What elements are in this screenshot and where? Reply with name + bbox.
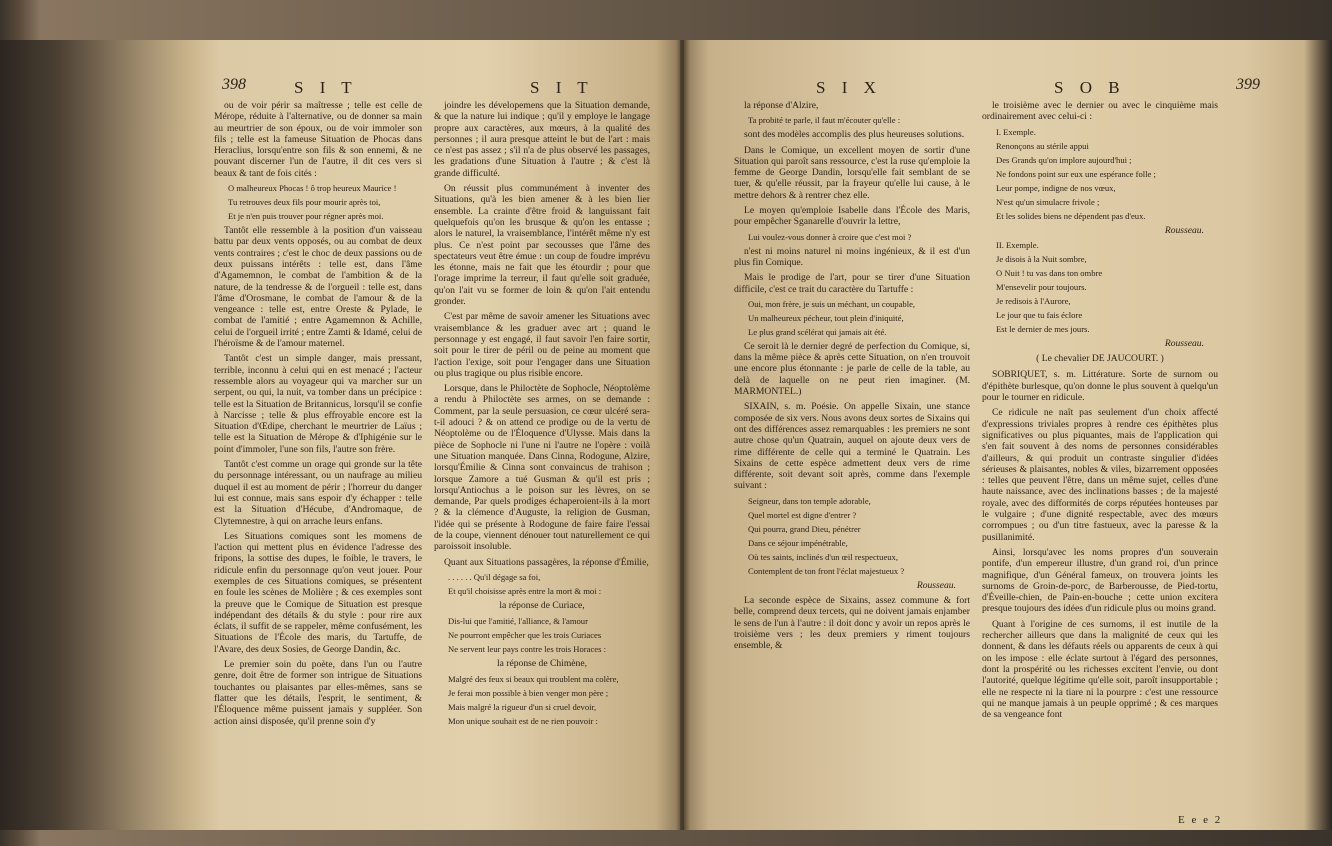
verse-line: Dans ce séjour impénétrable, [748, 537, 848, 548]
verse-line: Je redisois à l'Aurore, [996, 295, 1071, 306]
right-column-1 [734, 100, 970, 656]
verse-line: Leur pompe, indigne de nos vœux, [996, 182, 1116, 193]
verse-line: Est le dernier de mes jours. [996, 323, 1090, 334]
verse-line: Oui, mon frère, je suis un méchant, un coupable, [748, 298, 916, 309]
verse-line: Je disois à la Nuit sombre, [996, 253, 1087, 264]
right-page [684, 40, 1304, 830]
left-running-head-b: S I T [530, 78, 594, 97]
verse-line: Le plus grand scélérat qui jamais ait été. [748, 326, 887, 337]
verse-line: O Nuit ! tu vas dans ton ombre [996, 267, 1103, 278]
verse-line: Le jour que tu fais éclore [996, 309, 1083, 320]
left-page-number: 398 [222, 76, 246, 93]
section-heading: I. Exemple. [996, 126, 1036, 137]
left-column-1 [214, 100, 422, 731]
verse-line: Un malheureux pécheur, tout plein d'iniquité, [748, 312, 904, 323]
author-credit: ( Le chevalier DE JAUCOURT. ) [1036, 353, 1164, 365]
paragraph: Lorsque, dans le Philoctète de Sophocle, Néoptolème a rendu à Philoctète ses armes, on se demande : Comment, par la seule persuasion, ce cœur ulcéré sera-t-il adouci ? & on attend ce prodige ou de la vertu de Néoptolème ou de l'Éloquence d'Ulysse. Mais dans la pièce de Sophocle ni l'une ni l'autre ne l'opère : voilà une Situation manquée. Dans Cinna, Rodogune, Alzire, lorsqu'Émilie & Cinna sont convaincus de trahison ; lorsque Zamore a tué Gusman & qu'il est pris ; lorsqu'Antiochus a le poison sur les lèvres, on se demande, Par quels prodiges échaperoient-ils à la mort ? & la clémence d'Auguste, la religion de Gusman, l'idée qui se présente à Rodogune de faire faire l'essai de la coupe, viennent dénouer tout naturellement ce qui paroissoit insoluble. [434, 383, 650, 553]
verse-line: Des Grands qu'on implore aujourd'hui ; [996, 154, 1132, 165]
verse-line: Seigneur, dans ton temple adorable, [748, 495, 871, 506]
verse-line: Mon unique souhait est de ne rien pouvoir : [448, 716, 598, 727]
verse-line: Qui pourra, grand Dieu, pénétrer [748, 523, 861, 534]
paragraph: Tantôt elle ressemble à la position d'un vaisseau battu par deux vents opposés, ou au combat de deux vents contraires ; c'est le choc de deux passions ou de deux puissans intérêts : telle est, dans l'âme d'Agamemnon, le combat de l'ambition & de la nature, de la tendresse & de l'orgueil : telle est, dans l'âme d'Orosmane, le combat de l'amour & de la vengeance : telle est, entre Oreste & Pylade, le combat de l'amitié ; entre Agamemnon & Achille, celui de l'orgueil irrité ; entre Zamti & Idamé, celui de l'héroïsme & de l'amour maternel. [214, 225, 423, 350]
paragraph: la réponse d'Alzire, [744, 100, 819, 111]
paragraph: On réussit plus communément à inventer des Situations, qu'à les bien amener & à les bien lier ensemble. La crainte d'être froid & languissant fait quelquefois qu'on les brusque & qu'on les entasse ; alors le naturel, la vraisemblance, l'intérêt même n'y est plus. Ce n'est point par secousses que l'âme des spectateurs veut être émue : un coup de foudre imprévu les étonne, mais ne fait que les étourdir ; pour que l'orage imprime la terreur, il faut qu'elle soit graduée, qu'on l'ait vu se former de loin & qu'on l'ait entendu gronder. [434, 183, 650, 308]
paragraph: le troisième avec le dernier ou avec le cinquième mais ordinairement avec celui-ci : [982, 100, 1218, 123]
verse-line: Contemplent de ton front l'éclat majestueux ? [748, 565, 905, 576]
book-gutter [676, 40, 690, 830]
verse-line: Et je n'en puis trouver pour régner après moi. [228, 211, 384, 222]
paragraph: C'est par même de savoir amener les Situations avec vraisemblance & les graduer avec art ; quand le personnage y est engagé, il faut savoir l'en faire sortir, soit pour le tirer de péril ou de peine au moment que l'action l'exige, soit pour l'engager dans une Situation ou plus tragique ou plus risible encore. [434, 311, 650, 379]
verse-line: Où tes saints, inclinés d'un œil respectueux, [748, 551, 899, 562]
verse-line: Lui voulez-vous donner à croire que c'est moi ? [748, 231, 912, 242]
following-pages-edge [1304, 40, 1332, 830]
section-heading: II. Exemple. [996, 239, 1039, 250]
verse-line: Dis-lui que l'amitié, l'alliance, & l'amour [448, 616, 588, 627]
verse-line: M'ensevelir pour toujours. [996, 281, 1087, 292]
right-column-2 [982, 100, 1218, 724]
verse-line: Ta probité te parle, il faut m'écouter qu'elle : [748, 115, 901, 126]
attribution: Rousseau. [1164, 337, 1204, 349]
paragraph: SOBRIQUET, s. m. Littérature. Sorte de surnom ou d'épithète burlesque, qu'on donne le plus souvent à quelqu'un pour le tourner en ridicule. [982, 369, 1218, 404]
right-running-head-b: S O B [1054, 78, 1126, 97]
verse-line: Et les solides biens ne dépendent pas d'eux. [996, 210, 1146, 221]
verse-line: Mais malgré la rigueur d'un si cruel devoir, [448, 702, 597, 713]
paragraph: Quant à l'origine de ces surnoms, il est inutile de la rechercher ailleurs que dans la malignité de ceux qui les donnent, & dans les défauts réels ou apparents de ceux à qui on les impose : elle éclate surtout à l'égard des personnes, dont la prospérité ou les richesses excitent l'envie, ou dont l'autorité, quelque légitime qu'elle soit, paroît insupportable ; elle ne respecte ni la tiare ni la pourpre : c'est une ressource qui ne manque jamais à un peuple opprimé ; & ces marques de sa vengeance font [982, 618, 1218, 721]
paragraph: Mais le prodige de l'art, pour se tirer d'une Situation difficile, c'est ce trait du caractère du Tartuffe : [734, 272, 970, 295]
paragraph: Ainsi, lorsqu'avec les noms propres d'un souverain pontife, d'un empereur illustre, d'un grand roi, d'un prince magnifique, d'un Général fameux, on trouvera joints les surnoms de Groin-de-porc, de Barberousse, de Pied-tortu, d'Éveille-chien, de Pain-en-bouche ; cette union excitera presque toujours des idées d'un ridicule plus ou moins grand. [982, 546, 1218, 615]
verse-line: N'est qu'un simulacre frivole ; [996, 196, 1100, 207]
verse-line: Et qu'il choisisse après entre la mort & moi : [448, 585, 602, 596]
verse-line: O malheureux Phocas ! ô trop heureux Maurice ! [228, 183, 397, 194]
paragraph: SIXAIN, s. m. Poésie. On appelle Sixain, une stance composée de six vers. Nous avons deux sortes de Sixains qui ont des différences assez remarquables : les premiers ne sont autre chose qu'un Quatrain, auquel on ajoute deux vers de rime différente de celle qui a terminé le Quatrain. Les Sixains de cette espèce admettent deux vers de rime différente, soit devant soit après, comme dans l'exemple suivant : [734, 401, 970, 492]
verse-line: Ne pourront empêcher que les trois Curiaces [448, 630, 602, 641]
attribution: Rousseau. [1164, 224, 1204, 236]
paragraph: Tantôt c'est un simple danger, mais pressant, terrible, inconnu à celui qui en est menacé ; l'acteur ressemble alors au voyageur qui va marcher sur un serpent, ou qui, la nuit, va tomber dans un précipice : telle est la Situation de Britannicus, lorsqu'il se confie à Narcisse ; telle & plus effroyable encore est la Situation d'Œdipe, cherchant le meurtrier de Laïus ; telle est la Situation de Mérope & d'Iphigénie sur le point d'immoler, l'une son fils, l'autre son frère. [214, 353, 422, 455]
verse-line: Malgré des feux si beaux qui troublent ma colère, [448, 674, 619, 685]
paragraph: Quant aux Situations passagères, la réponse d'Émilie, [444, 556, 649, 568]
right-page-number: 399 [1236, 76, 1260, 93]
paragraph: Ce seroit là le dernier degré de perfection du Comique, si, dans la même pièce & après cette Situation, on n'en trouvoit une encore plus étonnante : je parle de celle de la table, au delà de laquelle on ne peut rien imaginer. (M. MARMONTEL.) [734, 340, 970, 398]
paragraph: la réponse de Curiace, [499, 599, 585, 611]
paragraph: La seconde espèce de Sixains, assez commune & fort belle, comprend deux tercets, qui ne doivent jamais enjamber le sens de l'un à l'autre : il doit donc y avoir un repos après le troisième vers ; les deux premiers y riment toujours ensemble, & [734, 595, 970, 652]
previous-pages-edge [0, 40, 190, 830]
paragraph: Dans le Comique, un excellent moyen de sortir d'une Situation qui paroît sans ressource, c'est la ruse qu'emploie la femme de George Dandin, lorsqu'elle fait semblant de se tuer, & qu'elle réussit, par la frayeur qu'elle lui cause, à le mettre dehors & à rentrer chez elle. [734, 144, 970, 201]
verse-line: Quel mortel est digne d'entrer ? [748, 509, 857, 520]
left-page [190, 40, 680, 830]
paragraph: joindre les dévelopemens que la Situation demande, & que la nature lui indique ; qu'il y employe le langage propre aux caractères, aux mœurs, à la qualité des personnes ; il aura presque atteint le but de l'art : mais ce n'est pas assez ; s'il n'a de plus observé les passages, les gradations d'une Situation à l'autre ; & c'est là grande difficulté. [434, 100, 650, 179]
paragraph: Le premier soin du poète, dans l'un ou l'autre genre, doit être de former son intrigue de Situations touchantes ou plaisantes par elles-mêmes, sans se flatter que les détails, l'esprit, le sentiment, & l'Éloquence même puissent jamais y suppléer. Son action ainsi disposée, qu'il prenne soin d'y [214, 659, 422, 727]
paragraph: la réponse de Chimène, [496, 658, 588, 670]
paragraph: sont des modèles accomplis des plus heureuses solutions. [744, 129, 965, 141]
paragraph: Ce ridicule ne naît pas seulement d'un choix affecté d'expressions triviales propres à rendre ces épithètes plus significatives ou plus piquantes, mais de l'application qui s'en fait souvent à des noms de personnes considérables d'ailleurs, & qui produit un contraste singulier d'idées sérieuses & plaisantes, nobles & viles, bizarrement opposées : telles que peuvent l'être, dans un même sujet, celles d'une haute naissance, avec des inclinations basses ; de la majesté royale, avec des difformités de corps réputées honteuses par le vulgaire ; d'une dignité respectable, avec des mœurs corrompues ; ou d'un titre fastueux, avec la paresse & la pusillanimité. [982, 407, 1218, 543]
paragraph: Le moyen qu'emploie Isabelle dans l'École des Maris, pour empêcher Sganarelle d'ouvrir la lettre, [734, 205, 970, 228]
verse-line: . . . . . . Qu'il dégage sa foi, [448, 571, 541, 582]
paragraph: n'est ni moins naturel ni moins ingénieux, & il est d'un plus fin Comique. [734, 245, 970, 268]
verse-line: Ne fondons point sur eux une espérance folle ; [996, 168, 1156, 179]
signature-mark: E e e 2 [1178, 814, 1223, 826]
verse-line: Tu retrouves deux fils pour mourir après toi, [228, 197, 381, 208]
verse-line: Je ferai mon possible à bien venger mon père ; [448, 688, 609, 699]
left-column-2 [434, 100, 650, 730]
verse-line: Renonçons au stérile appui [996, 140, 1089, 151]
paragraph: ou de voir périr sa maîtresse ; telle est celle de Mérope, réduite à l'alternative, ou de donner sa main au meurtrier de son époux, ou de voir immoler son fils ; telle est la fameuse Situation de Phocas dans Heraclius, lorsqu'entre son fils & son ennemi, & ne pouvant discerner l'un de l'autre, il dit ces vers si beaux & tant de fois cités : [214, 100, 422, 179]
paragraph: Tantôt c'est comme un orage qui gronde sur la tête du personnage intéressant, ou un naufrage au milieu duquel il est au moment de périr ; l'horreur du danger lui est connue, mais sans espoir d'y échapper : telle est la Situation d'Hécube, d'Andromaque, de Clytemnestre, à qui on arrache leurs enfans. [214, 459, 422, 527]
verse-line: Ne servent leur pays contre les trois Horaces : [448, 644, 606, 655]
attribution: Rousseau. [916, 579, 956, 591]
paragraph: Les Situations comiques sont les momens de l'action qui mettent plus en évidence l'adresse des fripons, la sottise des dupes, le foible, le travers, le ridicule enfin du personnage qu'on veut jouer. Pour exemples de ces Situations comiques, se présentent en foule les scènes de Molière ; & ces exemples sont la preuve que le Comique de Situation est presque indépendant des détails & du style : pour rire aux éclats, il suffit de se rappeler, même confusément, les Situations de l'École des maris, du Tartuffe, de l'Avare, des deux Sosies, de George Dandin, &c. [214, 530, 422, 655]
right-running-head-a: S I X [816, 78, 882, 97]
left-running-head-a: S I T [294, 78, 358, 97]
